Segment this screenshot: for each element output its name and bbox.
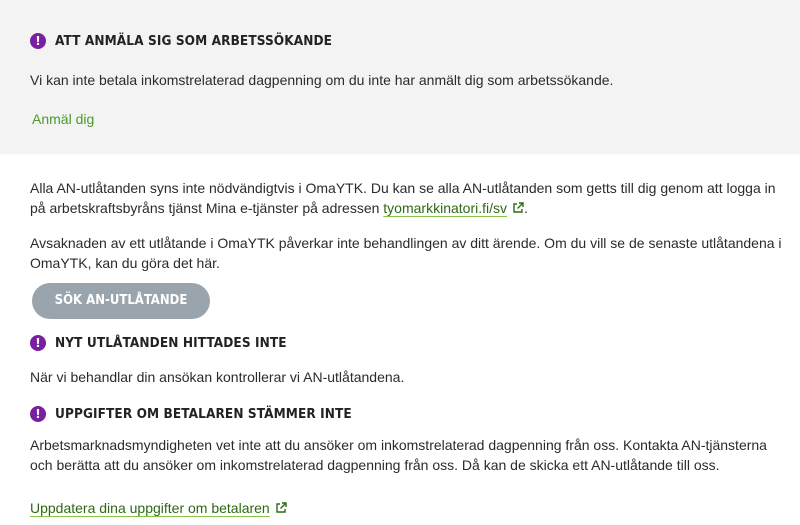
exclamation-circle-icon: ! — [30, 406, 46, 422]
section-no-statement-text: När vi behandlar din ansökan kontrollerar vi AN-utlåtandena. — [30, 369, 405, 385]
section-no-statement-heading-row — [30, 335, 287, 351]
section-no-statement-heading: NYT UTLÅTANDEN HITTADES INTE — [55, 335, 287, 351]
registration-alert — [0, 0, 800, 154]
section-payer-heading: UPPGIFTER OM BETALAREN STÄMMER INTE — [55, 406, 352, 422]
info-p1-end: . — [524, 200, 528, 216]
external-link-icon[interactable] — [275, 502, 287, 514]
info-paragraph-1 — [30, 178, 790, 218]
search-an-statement-button[interactable]: SÖK AN-UTLÅTANDE — [32, 283, 210, 319]
alert-heading: ATT ANMÄLA SIG SOM ARBETSSÖKANDE — [55, 33, 333, 49]
section-payer-heading-row — [30, 406, 352, 422]
update-payer-link[interactable]: Uppdatera dina uppgifter om betalaren — [30, 500, 270, 516]
exclamation-circle-icon: ! — [30, 33, 46, 49]
section-payer-text: Arbetsmarknadsmyndigheten vet inte att du ansöker om inkomstrelaterad dagpenning från oss. Kontakta AN-tjänsterna och berätta att du ansöker om inkomstrelaterad dagpenning från oss. Då kan de skicka ett AN-utlåtande till oss. — [30, 437, 767, 473]
update-payer-row — [30, 500, 287, 516]
info-paragraph-2: Avsaknaden av ett utlåtande i OmaYTK påverkar inte behandlingen av ditt ärende. Om du vill se de senaste utlåtandena i OmaYTK, kan du göra det här. — [30, 235, 782, 271]
alert-heading-row — [30, 33, 332, 49]
tyomarkkinatori-link[interactable]: tyomarkkinatori.fi/sv — [383, 200, 507, 216]
register-link[interactable]: Anmäl dig — [32, 111, 95, 127]
exclamation-circle-icon: ! — [30, 335, 46, 351]
alert-body: Vi kan inte betala inkomstrelaterad dagpenning om du inte har anmält dig som arbetssökande. — [30, 72, 614, 88]
external-link-icon[interactable] — [512, 202, 524, 214]
info-p1-text: Alla AN-utlåtanden syns inte nödvändigtvis i OmaYTK. Du kan se alla AN-utlåtanden som getts till dig genom att logga in på arbetskraftsbyråns tjänst Mina e-tjänster på adressen — [30, 180, 776, 216]
